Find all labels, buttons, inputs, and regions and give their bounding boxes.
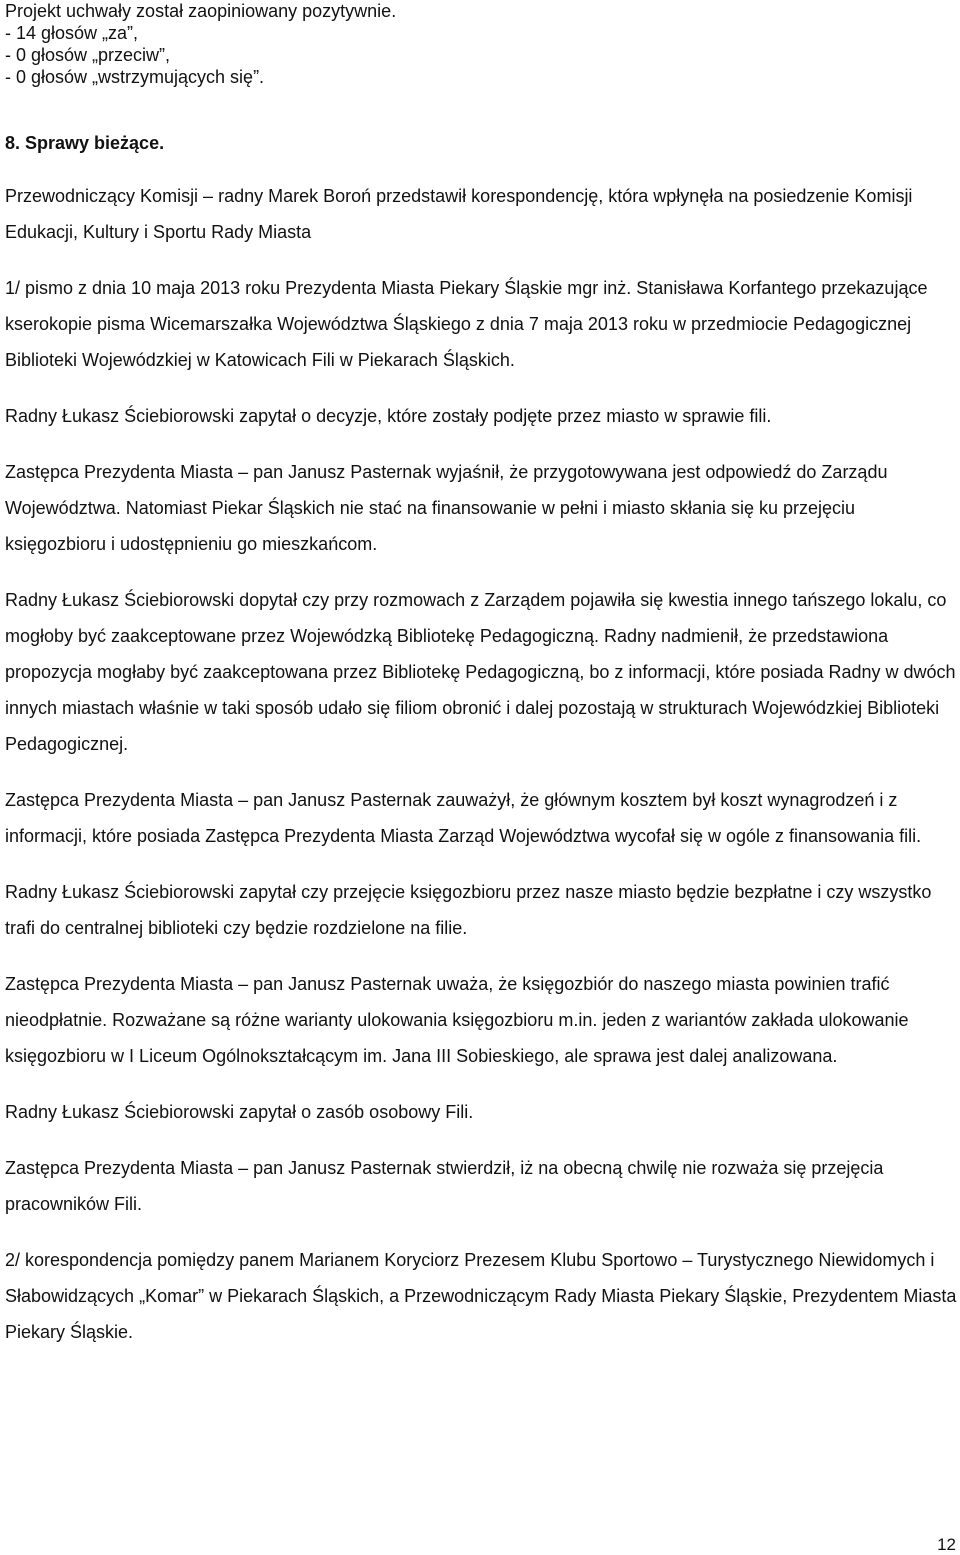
paragraph-question-staff: Radny Łukasz Ściebiorowski zapytał o zasób osobowy Fili.	[5, 1102, 474, 1122]
paragraph-question-decisions: Radny Łukasz Ściebiorowski zapytał o decyzje, które zostały podjęte przez miasto w sprawie fili.	[5, 406, 772, 426]
votes-abstain: - 0 głosów „wstrzymujących się”.	[5, 67, 265, 87]
paragraph-answer-variants: Zastępca Prezydenta Miasta – pan Janusz Pasternak uważa, że księgozbiór do naszego miasta powinien trafić nieodpłatnie. Rozważane są różne warianty ulokowania księgozbioru m.in. jeden z wariantów zakłada ulokowanie księgozbioru w I Liceum Ogólnokształcącym im. Jana III Sobieskiego, ale sprawa jest dalej analizowana.	[5, 974, 909, 1066]
paragraph-letter-1: 1/ pismo z dnia 10 maja 2013 roku Prezydenta Miasta Piekary Śląskie mgr inż. Stanisława Korfantego przekazujące kserokopie pisma Wicemarszałka Województwa Śląskiego z dnia 7 maja 2013 roku w przedmiocie Pedagogicznej Biblioteki Wojewódzkiej w Katowicach Fili w Piekarach Śląskich.	[5, 278, 928, 370]
paragraph-answer-board: Zastępca Prezydenta Miasta – pan Janusz Pasternak wyjaśnił, że przygotowywana jest odpowiedź do Zarządu Województwa. Natomiast Piekar Śląskich nie stać na finansowanie w pełni i miasto skłania się ku przejęciu księgozbioru i udostępnieniu go mieszkańcom.	[5, 462, 888, 554]
paragraph-letter-2: 2/ korespondencja pomiędzy panem Marianem Koryciorz Prezesem Klubu Sportowo – Turystycznego Niewidomych i Słabowidzących „Komar” w Piekarach Śląskich, a Przewodniczącym Rady Miasta Piekary Śląskie, Prezydentem Miasta Piekary Śląskie.	[5, 1250, 957, 1342]
votes-for: - 14 głosów „za”,	[5, 23, 139, 43]
paragraph-question-free-transfer: Radny Łukasz Ściebiorowski zapytał czy przejęcie księgozbioru przez nasze miasto będzie bezpłatne i czy wszystko trafi do centralnej biblioteki czy będzie rozdzielone na filie.	[5, 882, 932, 938]
section-heading: 8. Sprawy bieżące.	[5, 133, 165, 153]
paragraph-chairman-correspondence: Przewodniczący Komisji – radny Marek Boroń przedstawił korespondencję, która wpłynęła na posiedzenie Komisji Edukacji, Kultury i Sportu Rady Miasta	[5, 186, 913, 242]
document-page	[5, 0, 957, 1350]
vote-result-block	[5, 0, 957, 88]
votes-against: - 0 głosów „przeciw”,	[5, 45, 171, 65]
paragraph-answer-staff: Zastępca Prezydenta Miasta – pan Janusz Pasternak stwierdził, iż na obecną chwilę nie rozważa się przejęcia pracowników Fili.	[5, 1158, 884, 1214]
paragraph-answer-costs: Zastępca Prezydenta Miasta – pan Janusz Pasternak zauważył, że głównym kosztem był koszt wynagrodzeń i z informacji, które posiada Zastępca Prezydenta Miasta Zarząd Województwa wycofał się w ogóle z finansowania fili.	[5, 790, 922, 846]
paragraph-question-premises: Radny Łukasz Ściebiorowski dopytał czy przy rozmowach z Zarządem pojawiła się kwestia innego tańszego lokalu, co mogłoby być zaakceptowane przez Wojewódzką Bibliotekę Pedagogiczną. Radny nadmienił, że przedstawiona propozycja mogłaby być zaakceptowana przez Bibliotekę Pedagogiczną, bo z informacji, które posiada Radny w dwóch innych miastach właśnie w taki sposób udało się filiom obronić i dalej pozostają w strukturach Wojewódzkiej Biblioteki Pedagogicznej.	[5, 590, 956, 754]
page-number: 12	[937, 1535, 956, 1554]
vote-summary: Projekt uchwały został zaopiniowany pozytywnie.	[5, 1, 397, 21]
